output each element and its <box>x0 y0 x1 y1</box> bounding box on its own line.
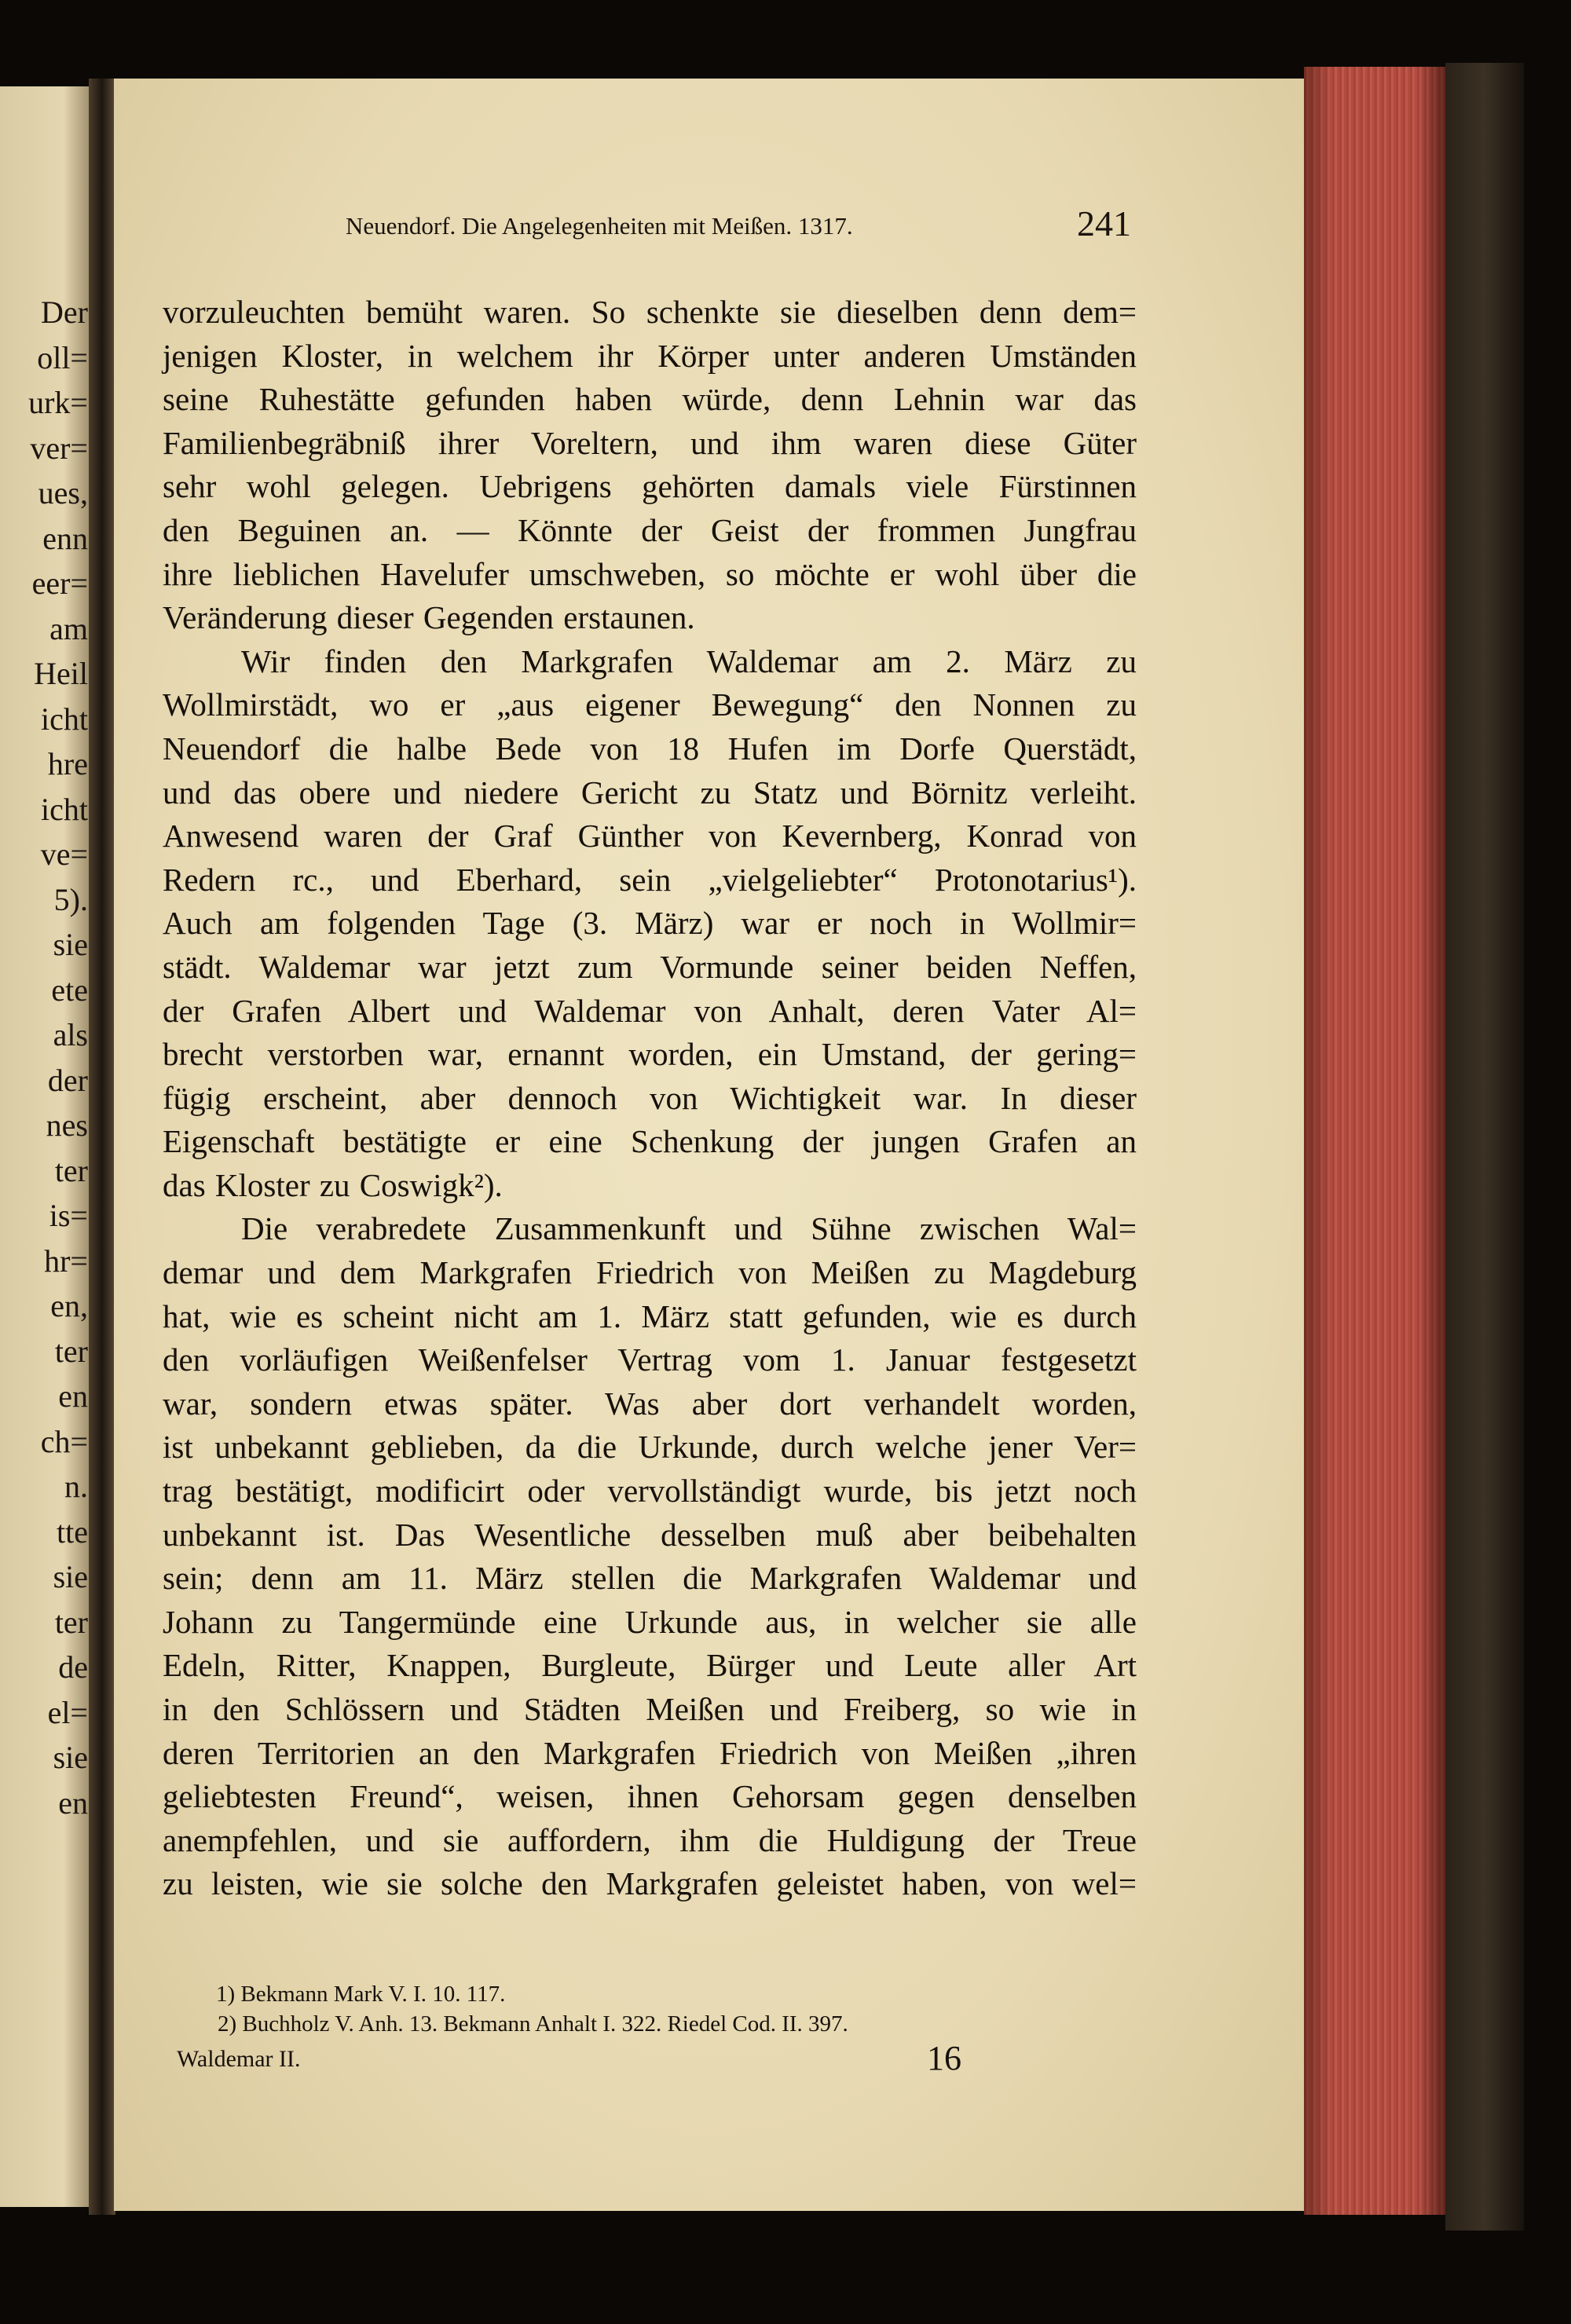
left-page-fragment: icht <box>41 791 88 827</box>
text-line: war, sondern etwas später. Was aber dort verhandelt worden, <box>163 1385 1137 1422</box>
text-line: Wollmirstädt, wo er „aus eigener Bewegung“ den Nonnen zu <box>163 686 1137 723</box>
signature-number: 16 <box>927 2039 961 2077</box>
left-page-fragment: ete <box>51 972 88 1008</box>
left-page-fragment: sie <box>53 927 88 962</box>
footnote-2: 2) Buchholz V. Anh. 13. Bekmann Anhalt I. 322. Riedel Cod. II. 397. <box>218 2011 848 2037</box>
left-page-fragment: ues, <box>38 475 88 511</box>
text-line: Die verabredete Zusammenkunft und Sühne zwischen Wal= <box>241 1210 1137 1247</box>
text-line: in den Schlössern und Städten Meißen und Freiberg, so wie in <box>163 1691 1137 1727</box>
left-page-fragment: n. <box>64 1469 88 1504</box>
text-line: hat, wie es scheint nicht am 1. März statt gefunden, wie es durch <box>163 1297 1137 1334</box>
text-line: städt. Waldemar war jetzt zum Vormunde seiner beiden Neffen, <box>163 948 1137 985</box>
signature-mark: Waldemar II. <box>177 2046 301 2072</box>
text-line: den vorläufigen Weißenfelser Vertrag vom 1. Januar festgesetzt <box>163 1341 1137 1378</box>
left-page-fragment: eer= <box>31 565 88 601</box>
text-line: unbekannt ist. Das Wesentliche desselben muß aber beibehalten <box>163 1516 1137 1553</box>
text-line: fügig erscheint, aber dennoch von Wichtigkeit war. In dieser <box>163 1079 1137 1116</box>
left-page-fragment: en <box>58 1784 88 1821</box>
left-page-fragment: ver= <box>30 430 88 466</box>
left-page-fragment: nes <box>46 1107 88 1143</box>
text-line: vorzuleuchten bemüht waren. So schenkte sie dieselben denn dem= <box>163 294 1137 330</box>
left-page-fragment: en <box>58 1378 88 1414</box>
left-page-fragment: ch= <box>40 1423 88 1459</box>
text-line: jenigen Kloster, in welchem ihr Körper unter anderen Umständen <box>163 337 1137 374</box>
text-line: brecht verstorben war, ernannt worden, ein Umstand, der gering= <box>163 1036 1137 1073</box>
left-page-fragment: ter <box>54 1333 88 1369</box>
text-line: ist unbekannt geblieben, da die Urkunde, durch welche jener Ver= <box>163 1429 1137 1466</box>
text-line: deren Territorien an den Markgrafen Friedrich von Meißen „ihren <box>163 1734 1137 1771</box>
left-page-fragment: als <box>53 1017 88 1052</box>
left-page-fragment: ter <box>54 1152 88 1188</box>
text-line: ihre lieblichen Havelufer umschweben, so möchte er wohl über die <box>163 555 1137 592</box>
text-line: und das obere und niedere Gericht zu Statz und Börnitz verleiht. <box>163 774 1137 811</box>
book-cover <box>1445 63 1524 2231</box>
left-page-fragment: Der <box>41 295 88 330</box>
left-page-fragment: enn <box>42 520 88 556</box>
text-line: Veränderung dieser Gegenden erstaunen. <box>163 599 695 636</box>
text-line: anempfehlen, und sie auffordern, ihm die Huldigung der Treue <box>163 1821 1137 1858</box>
left-page-fragment: urk= <box>28 385 88 420</box>
left-page-fragment: tte <box>57 1513 88 1550</box>
text-line: Redern rc., und Eberhard, sein „vielgeliebter“ Protonotarius¹). <box>163 861 1137 898</box>
page-edges-shade <box>1304 67 1445 2215</box>
left-page-fragment: de <box>58 1649 88 1685</box>
footnotes <box>216 1979 1080 2039</box>
left-page-fragment: Heil <box>34 656 88 691</box>
left-page-fragment: 5). <box>53 881 88 917</box>
page-number: 241 <box>1077 203 1131 243</box>
running-header <box>346 203 1131 243</box>
text-line: geliebtesten Freund“, weisen, ihnen Gehorsam gegen denselben <box>163 1778 1137 1815</box>
book-gutter <box>89 79 115 2215</box>
left-page-fragment: icht <box>41 701 88 737</box>
left-page-fragment: sie <box>53 1740 88 1775</box>
text-line: sehr wohl gelegen. Uebrigens gehörten damals viele Fürstinnen <box>163 468 1137 505</box>
left-page-fragment: is= <box>49 1198 88 1233</box>
body-text <box>163 291 1137 1906</box>
text-line: Wir finden den Markgrafen Waldemar am 2. März zu <box>241 642 1137 679</box>
left-page-fragment: hre <box>47 746 88 781</box>
footnote-1: 1) Bekmann Mark V. I. 10. 117. <box>216 1982 506 2007</box>
left-page-fragment: ter <box>54 1604 88 1640</box>
text-line: der Grafen Albert und Waldemar von Anhalt, deren Vater Al= <box>163 992 1137 1029</box>
text-line: sein; denn am 11. März stellen die Markgrafen Waldemar und <box>163 1560 1137 1597</box>
left-page-fragment: hr= <box>44 1243 88 1279</box>
text-line: Eigenschaft bestätigte er eine Schenkung der jungen Grafen an <box>163 1123 1137 1160</box>
text-line: Johann zu Tangermünde eine Urkunde aus, in welcher sie alle <box>163 1603 1137 1640</box>
text-line: Edeln, Ritter, Knappen, Burgleute, Bürger und Leute aller Art <box>163 1647 1137 1684</box>
left-page-fragment: el= <box>47 1694 88 1730</box>
left-page-fragment: oll= <box>37 339 88 375</box>
text-line: Neuendorf die halbe Bede von 18 Hufen im Dorfe Querstädt, <box>163 730 1137 767</box>
text-line: Familienbegräbniß ihrer Voreltern, und ihm waren diese Güter <box>163 424 1137 461</box>
text-line: das Kloster zu Coswigk²). <box>163 1166 503 1203</box>
text-line: Anwesend waren der Graf Günther von Kevernberg, Konrad von <box>163 818 1137 855</box>
left-page-fragment: am <box>49 610 88 646</box>
left-page-fragment: ve= <box>40 836 88 872</box>
left-page-fragment: sie <box>53 1559 88 1594</box>
text-line: trag bestätigt, modificirt oder vervollständigt wurde, bis jetzt noch <box>163 1473 1137 1510</box>
running-title: Neuendorf. Die Angelegenheiten mit Meißen. 1317. <box>346 212 853 240</box>
left-facing-page <box>0 86 91 2207</box>
text-line: Auch am folgenden Tage (3. März) war er noch in Wollmir= <box>163 905 1137 942</box>
text-line: den Beguinen an. — Könnte der Geist der frommen Jungfrau <box>163 511 1137 548</box>
text-line: seine Ruhestätte gefunden haben würde, denn Lehnin war das <box>163 381 1137 418</box>
left-page-fragment: der <box>47 1062 88 1098</box>
text-line: demar und dem Markgrafen Friedrich von Meißen zu Magdeburg <box>163 1254 1137 1291</box>
left-page-fragment: en, <box>50 1288 88 1323</box>
text-line: zu leisten, wie sie solche den Markgrafen geleistet haben, von wel= <box>163 1865 1137 1902</box>
